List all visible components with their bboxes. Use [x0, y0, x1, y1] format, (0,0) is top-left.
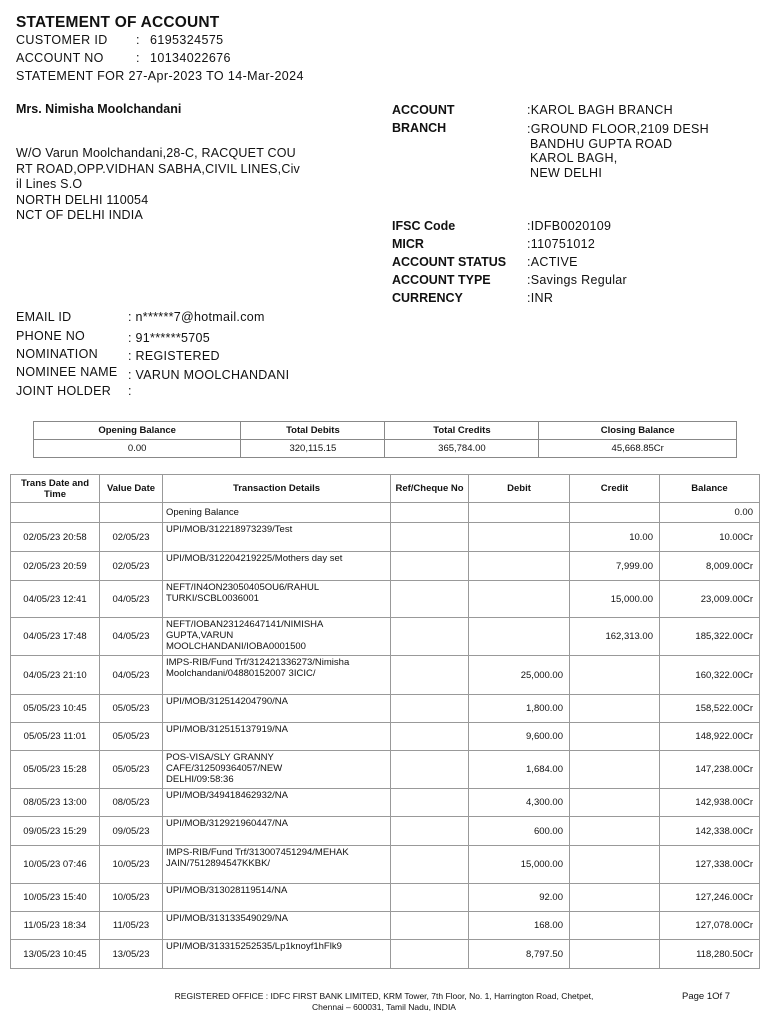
- balance-cell: 142,938.00Cr: [660, 789, 760, 817]
- credit-cell: [570, 912, 660, 940]
- credit-cell: 162,313.00: [570, 618, 660, 656]
- details-cell: [163, 751, 391, 789]
- credit-cell: [570, 789, 660, 817]
- trans-date-cell: 05/05/23 11:01: [11, 723, 100, 751]
- summary-header: Closing Balance: [539, 422, 737, 440]
- balance-cell: 148,922.00Cr: [660, 723, 760, 751]
- table-row: [11, 884, 760, 912]
- balance-cell: 118,280.50Cr: [660, 940, 760, 969]
- customer-id-label: CUSTOMER ID: [16, 33, 108, 47]
- trans-date-cell: 09/05/23 15:29: [11, 817, 100, 846]
- page-number: Page 1Of 7: [682, 991, 731, 1002]
- ref-cell: [391, 552, 469, 581]
- details-line: NEFT/IN4ON23050405OU6/RAHUL: [166, 582, 320, 593]
- branch-label: BRANCH: [392, 121, 447, 135]
- ref-cell: [391, 817, 469, 846]
- account-details: [392, 103, 762, 303]
- debit-cell: 1,800.00: [469, 695, 570, 723]
- trans-date-cell: 08/05/23 13:00: [11, 789, 100, 817]
- branch-address: :GROUND FLOOR,2109 DESH BANDHU GUPTA ROAD KAROL BAGH, NEW DELHI: [527, 122, 709, 180]
- table-row: [11, 940, 760, 969]
- balance-cell: 127,246.00Cr: [660, 884, 760, 912]
- nominee-value: : VARUN MOOLCHANDANI: [128, 368, 290, 382]
- trans-date-cell: 10/05/23 07:46: [11, 846, 100, 884]
- summary-header-row: [34, 422, 737, 440]
- debit-cell: [469, 552, 570, 581]
- details-line: GUPTA,VARUN: [166, 630, 234, 641]
- details-line: POS-VISA/SLY GRANNY: [166, 752, 274, 763]
- details-cell: [163, 940, 391, 969]
- email-label: EMAIL ID: [16, 310, 72, 324]
- details-cell: [163, 884, 391, 912]
- details-line: MOOLCHANDANI/IOBA0001500: [166, 641, 306, 652]
- ref-cell: [391, 751, 469, 789]
- value-date-cell: 10/05/23: [100, 884, 163, 912]
- ref-cell: [391, 695, 469, 723]
- table-row: [11, 581, 760, 618]
- ref-cell: [391, 723, 469, 751]
- col-transaction-details: Transaction Details: [163, 475, 391, 503]
- balance-cell: 185,322.00Cr: [660, 618, 760, 656]
- credit-cell: [570, 846, 660, 884]
- col-ref-cheque: Ref/Cheque No: [391, 475, 469, 503]
- table-row: [11, 817, 760, 846]
- nominee-label: NOMINEE NAME: [16, 365, 118, 379]
- trans-date-cell: 02/05/23 20:58: [11, 523, 100, 552]
- details-line: IMPS-RIB/Fund Trf/312421336273/Nimisha: [166, 657, 350, 668]
- table-row: [11, 846, 760, 884]
- value-date-cell: 05/05/23: [100, 695, 163, 723]
- currency-value: :INR: [527, 291, 554, 305]
- details-cell: [163, 912, 391, 940]
- balance-cell: 147,238.00Cr: [660, 751, 760, 789]
- debit-cell: 1,684.00: [469, 751, 570, 789]
- credit-cell: [570, 940, 660, 969]
- trans-date-cell: 04/05/23 21:10: [11, 656, 100, 695]
- credit-cell: [570, 884, 660, 912]
- details-cell: [163, 846, 391, 884]
- details-line: UPI/MOB/313315252535/Lp1knoyf1hFlk9: [166, 941, 342, 952]
- customer-id-row: CUSTOMER ID : 6195324575: [16, 33, 224, 47]
- email-value: : n******7@hotmail.com: [128, 310, 265, 324]
- trans-date-cell: 10/05/23 15:40: [11, 884, 100, 912]
- debit-cell: 9,600.00: [469, 723, 570, 751]
- customer-id-value: 6195324575: [150, 33, 224, 47]
- summary-header: Total Credits: [385, 422, 539, 440]
- details-cell: [163, 656, 391, 695]
- credit-cell: 15,000.00: [570, 581, 660, 618]
- account-no-row: ACCOUNT NO : 10134022676: [16, 51, 231, 65]
- balance-cell: 158,522.00Cr: [660, 695, 760, 723]
- ifsc-value: :IDFB0020109: [527, 219, 612, 233]
- table-row: [11, 552, 760, 581]
- details-line: UPI/MOB/313028119514/NA: [166, 885, 288, 896]
- debit-cell: 600.00: [469, 817, 570, 846]
- ifsc-label: IFSC Code: [392, 219, 456, 233]
- micr-value: :110751012: [527, 237, 596, 251]
- table-row: [11, 723, 760, 751]
- col-balance: Balance: [660, 475, 760, 503]
- transactions-table: [10, 474, 760, 969]
- credit-cell: 7,999.00: [570, 552, 660, 581]
- summary-value-row: [34, 440, 737, 458]
- trans-date-cell: 05/05/23 15:28: [11, 751, 100, 789]
- credit-cell: [570, 695, 660, 723]
- table-row: [11, 751, 760, 789]
- details-line: UPI/MOB/312218973239/Test: [166, 524, 293, 535]
- total-credits-value: 365,784.00: [385, 440, 539, 458]
- details-line: UPI/MOB/313133549029/NA: [166, 913, 288, 924]
- currency-label: CURRENCY: [392, 291, 463, 305]
- table-row: [11, 656, 760, 695]
- debit-cell: [469, 618, 570, 656]
- statement-period: STATEMENT FOR 27-Apr-2023 TO 14-Mar-2024: [16, 69, 304, 83]
- col-trans-date: Trans Date and Time: [11, 475, 100, 503]
- trans-date-cell: 02/05/23 20:59: [11, 552, 100, 581]
- value-date-cell: 02/05/23: [100, 552, 163, 581]
- opening-balance-label: Opening Balance: [163, 503, 391, 523]
- joint-holder-label: JOINT HOLDER: [16, 384, 112, 398]
- details-line: UPI/MOB/312921960447/NA: [166, 818, 288, 829]
- details-cell: [163, 523, 391, 552]
- address-line: NORTH DELHI 110054: [16, 192, 149, 207]
- address-line: NCT OF DELHI INDIA: [16, 208, 143, 222]
- balance-cell: 127,338.00Cr: [660, 846, 760, 884]
- balance-cell: 23,009.00Cr: [660, 581, 760, 618]
- value-date-cell: 13/05/23: [100, 940, 163, 969]
- ref-cell: [391, 884, 469, 912]
- table-row: [11, 695, 760, 723]
- credit-cell: [570, 751, 660, 789]
- opening-balance-value: 0.00: [34, 440, 241, 458]
- table-row: [11, 789, 760, 817]
- details-line: DELHI/09:58:36: [166, 774, 234, 785]
- debit-cell: 168.00: [469, 912, 570, 940]
- balance-cell: 142,338.00Cr: [660, 817, 760, 846]
- value-date-cell: 04/05/23: [100, 581, 163, 618]
- debit-cell: [469, 581, 570, 618]
- balance-summary-table: [33, 421, 737, 458]
- summary-header: Total Debits: [241, 422, 385, 440]
- value-date-cell: 10/05/23: [100, 846, 163, 884]
- trans-date-cell: 05/05/23 10:45: [11, 695, 100, 723]
- col-credit: Credit: [570, 475, 660, 503]
- joint-holder-value: :: [128, 384, 132, 398]
- col-debit: Debit: [469, 475, 570, 503]
- opening-balance-row: [11, 503, 760, 523]
- credit-cell: [570, 817, 660, 846]
- balance-cell: 160,322.00Cr: [660, 656, 760, 695]
- balance-cell: 10.00Cr: [660, 523, 760, 552]
- opening-balance-amount: 0.00: [660, 503, 760, 523]
- debit-cell: 92.00: [469, 884, 570, 912]
- details-line: UPI/MOB/312204219225/Mothers day set: [166, 553, 343, 564]
- account-status-value: :ACTIVE: [527, 255, 578, 269]
- account-label: ACCOUNT: [392, 103, 455, 117]
- account-type-value: :Savings Regular: [527, 273, 627, 287]
- value-date-cell: 09/05/23: [100, 817, 163, 846]
- details-cell: [163, 552, 391, 581]
- credit-cell: [570, 656, 660, 695]
- credit-cell: [570, 723, 660, 751]
- value-date-cell: 04/05/23: [100, 618, 163, 656]
- debit-cell: 25,000.00: [469, 656, 570, 695]
- balance-cell: 127,078.00Cr: [660, 912, 760, 940]
- transactions-header-row: [11, 475, 760, 503]
- details-line: NEFT/IOBAN23124647141/NIMISHA: [166, 619, 324, 630]
- value-date-cell: 08/05/23: [100, 789, 163, 817]
- account-status-label: ACCOUNT STATUS: [392, 255, 507, 269]
- phone-value: : 91******5705: [128, 331, 211, 345]
- debit-cell: 4,300.00: [469, 789, 570, 817]
- details-cell: [163, 581, 391, 618]
- ref-cell: [391, 656, 469, 695]
- ref-cell: [391, 523, 469, 552]
- footer-line: REGISTERED OFFICE : IDFC FIRST BANK LIMITED, KRM Tower, 7th Floor, No. 1, Harrington Road, Chetpet,: [174, 991, 594, 1001]
- nomination-label: NOMINATION: [16, 347, 98, 361]
- nomination-value: : REGISTERED: [128, 349, 220, 363]
- details-line: UPI/MOB/312514204790/NA: [166, 696, 288, 707]
- footer-line: Chennai – 600031, Tamil Nadu, INDIA: [312, 1002, 456, 1012]
- details-cell: [163, 723, 391, 751]
- trans-date-cell: 04/05/23 12:41: [11, 581, 100, 618]
- col-value-date: Value Date: [100, 475, 163, 503]
- value-date-cell: 11/05/23: [100, 912, 163, 940]
- ref-cell: [391, 940, 469, 969]
- details-line: Moolchandani/04880152007 3ICIC/: [166, 668, 316, 679]
- details-cell: [163, 695, 391, 723]
- details-line: UPI/MOB/312515137919/NA: [166, 724, 288, 735]
- details-line: JAIN/7512894547KKBK/: [166, 858, 271, 869]
- table-row: [11, 618, 760, 656]
- value-date-cell: 04/05/23: [100, 656, 163, 695]
- value-date-cell: 05/05/23: [100, 751, 163, 789]
- ref-cell: [391, 846, 469, 884]
- details-cell: [163, 618, 391, 656]
- table-row: [11, 523, 760, 552]
- summary-header: Opening Balance: [34, 422, 241, 440]
- address-line: W/O Varun Moolchandani,28-C, RACQUET COU: [16, 146, 296, 160]
- customer-address: [16, 146, 336, 224]
- value-date-cell: 02/05/23: [100, 523, 163, 552]
- trans-date-cell: 11/05/23 18:34: [11, 912, 100, 940]
- closing-balance-value: 45,668.85Cr: [539, 440, 737, 458]
- value-date-cell: 05/05/23: [100, 723, 163, 751]
- account-type-label: ACCOUNT TYPE: [392, 273, 491, 287]
- debit-cell: 15,000.00: [469, 846, 570, 884]
- footer-registered-office: [0, 991, 768, 1013]
- total-debits-value: 320,115.15: [241, 440, 385, 458]
- details-line: IMPS-RIB/Fund Trf/313007451294/MEHAK: [166, 847, 349, 858]
- details-line: TURKI/SCBL0036001: [166, 593, 259, 604]
- table-row: [11, 912, 760, 940]
- ref-cell: [391, 618, 469, 656]
- trans-date-cell: 04/05/23 17:48: [11, 618, 100, 656]
- debit-cell: 8,797.50: [469, 940, 570, 969]
- details-cell: [163, 789, 391, 817]
- credit-cell: 10.00: [570, 523, 660, 552]
- account-no-label: ACCOUNT NO: [16, 51, 104, 65]
- contact-details: [16, 310, 376, 402]
- phone-label: PHONE NO: [16, 329, 86, 343]
- balance-cell: 8,009.00Cr: [660, 552, 760, 581]
- details-cell: [163, 817, 391, 846]
- statement-title: STATEMENT OF ACCOUNT: [16, 14, 220, 31]
- account-no-value: 10134022676: [150, 51, 231, 65]
- address-line: RT ROAD,OPP.VIDHAN SABHA,CIVIL LINES,Civ: [16, 161, 301, 176]
- ref-cell: [391, 912, 469, 940]
- ref-cell: [391, 789, 469, 817]
- trans-date-cell: 13/05/23 10:45: [11, 940, 100, 969]
- customer-name: Mrs. Nimisha Moolchandani: [16, 102, 182, 116]
- micr-label: MICR: [392, 237, 424, 251]
- details-line: UPI/MOB/349418462932/NA: [166, 790, 288, 801]
- ref-cell: [391, 581, 469, 618]
- branch-name: :KAROL BAGH BRANCH: [527, 103, 673, 117]
- debit-cell: [469, 523, 570, 552]
- address-line: il Lines S.O: [16, 177, 83, 191]
- details-line: CAFE/312509364057/NEW: [166, 763, 283, 774]
